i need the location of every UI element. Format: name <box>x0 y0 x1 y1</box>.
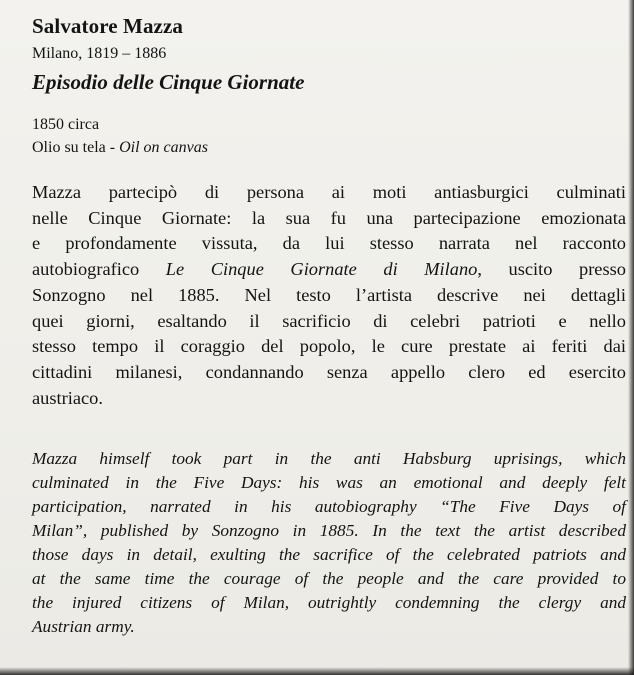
italian-line: nelle Cinque Giornate: la sua fu una partecipazione emozionata <box>32 207 626 228</box>
wall-shadow-right <box>628 0 634 675</box>
italian-line: cittadini milanesi, condannando senza appello clero ed esercito <box>32 361 626 382</box>
italian-line <box>32 257 626 283</box>
medium-english: Oil on canvas <box>119 139 208 156</box>
english-line: culminated in the Five Days: his was an emotional and deeply felt <box>32 473 626 492</box>
italian-line: e profondamente vissuta, da lui stesso narrata nel racconto <box>32 233 626 254</box>
italian-line-part: autobiografico <box>32 259 166 280</box>
wall-shadow-bottom <box>0 667 634 675</box>
artwork-title: Episodio delle Cinque Giornate <box>32 70 305 94</box>
artist-name: Salvatore Mazza <box>32 14 183 38</box>
artwork-date: 1850 circa <box>32 116 100 133</box>
english-description <box>32 447 626 639</box>
english-line: Milan”, published by Sonzogno in 1885. In the text the artist described <box>32 521 626 540</box>
italian-line: austriaco. <box>32 387 103 408</box>
italian-line: Sonzogno nel 1885. Nel testo l’artista descrive nei dettagli <box>32 284 626 305</box>
english-line: the injured citizens of Milan, outrightly condemning the clergy and <box>32 593 626 612</box>
italian-line: stesso tempo il coraggio del popolo, le cure prestate ai feriti dai <box>32 336 626 357</box>
medium-italian: Olio su tela - <box>32 139 120 156</box>
italian-line: quei giorni, esaltando il sacrificio di celebri patrioti e nello <box>32 310 626 331</box>
artist-birth-death: Milano, 1819 – 1886 <box>32 45 167 62</box>
english-line: Austrian army. <box>32 617 135 636</box>
italian-line-part: , uscito presso <box>477 259 626 280</box>
italian-description <box>32 180 626 411</box>
book-title: Le Cinque Giornate di Milano <box>165 259 478 280</box>
english-line: Mazza himself took part in the anti Habsburg uprisings, which <box>32 449 626 468</box>
english-line: participation, narrated in his autobiography “The Five Days of <box>32 497 626 516</box>
english-line: at the same time the courage of the people and the care provided to <box>32 569 626 588</box>
artwork-medium <box>32 139 208 157</box>
italian-line: Mazza partecipò di persona ai moti antiasburgici culminati <box>32 182 626 202</box>
english-line: those days in detail, exulting the sacrifice of the celebrated patriots and <box>32 545 626 564</box>
